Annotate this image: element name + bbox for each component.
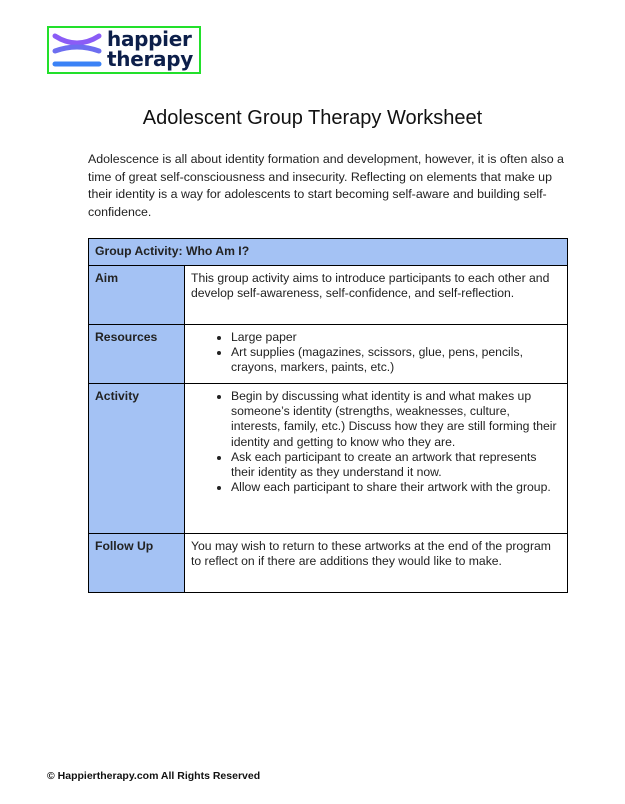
row-content-aim: This group activity aims to introduce participants to each other and develop self-awareness, self-confidence, and self-reflection.	[185, 266, 568, 325]
row-label-resources: Resources	[89, 325, 185, 384]
list-item: • Art supplies (magazines, scissors, glue, pens, pencils, crayons, markers, paints, etc.)	[231, 345, 561, 375]
activity-table	[88, 238, 568, 593]
list-item: • Begin by discussing what identity is and what makes up someone’s identity (strengths, weaknesses, culture, interests, family, etc.) Discuss how they are still forming their identity and getting to know who they are.	[231, 389, 561, 450]
row-content-resources	[185, 325, 568, 384]
resources-list	[191, 330, 561, 376]
logo-wordmark	[107, 29, 193, 69]
list-item: • Large paper	[231, 330, 561, 345]
logo-waves-icon	[51, 30, 103, 72]
row-label-aim: Aim	[89, 266, 185, 325]
table-header: Group Activity: Who Am I?	[89, 239, 568, 266]
logo-line-1: happier	[107, 27, 192, 51]
table-row-activity	[89, 384, 568, 534]
copyright-footer: © Happiertherapy.com All Rights Reserved	[47, 770, 261, 782]
list-item: • Ask each participant to create an artwork that represents their identity as they understand it now.	[231, 450, 561, 480]
row-content-activity	[185, 384, 568, 534]
logo-line-2: therapy	[107, 47, 193, 71]
activity-list	[191, 389, 561, 495]
row-label-follow-up: Follow Up	[89, 534, 185, 593]
table-row-resources	[89, 325, 568, 384]
brand-logo	[47, 26, 201, 74]
list-item: • Allow each participant to share their artwork with the group.	[231, 480, 561, 495]
row-label-activity: Activity	[89, 384, 185, 534]
table-header-row	[89, 239, 568, 266]
row-content-follow-up: You may wish to return to these artworks at the end of the program to reflect on if there are additions they would like to make.	[185, 534, 568, 593]
intro-paragraph: Adolescence is all about identity formation and development, however, it is often also a time of great self-consciousness and insecurity. Reflecting on elements that make up their identity is a way for adolescents to start becoming self-aware and building self-confidence.	[88, 152, 564, 219]
page-title: Adolescent Group Therapy Worksheet	[142, 107, 483, 129]
table-row-aim	[89, 266, 568, 325]
table-row-follow-up	[89, 534, 568, 593]
